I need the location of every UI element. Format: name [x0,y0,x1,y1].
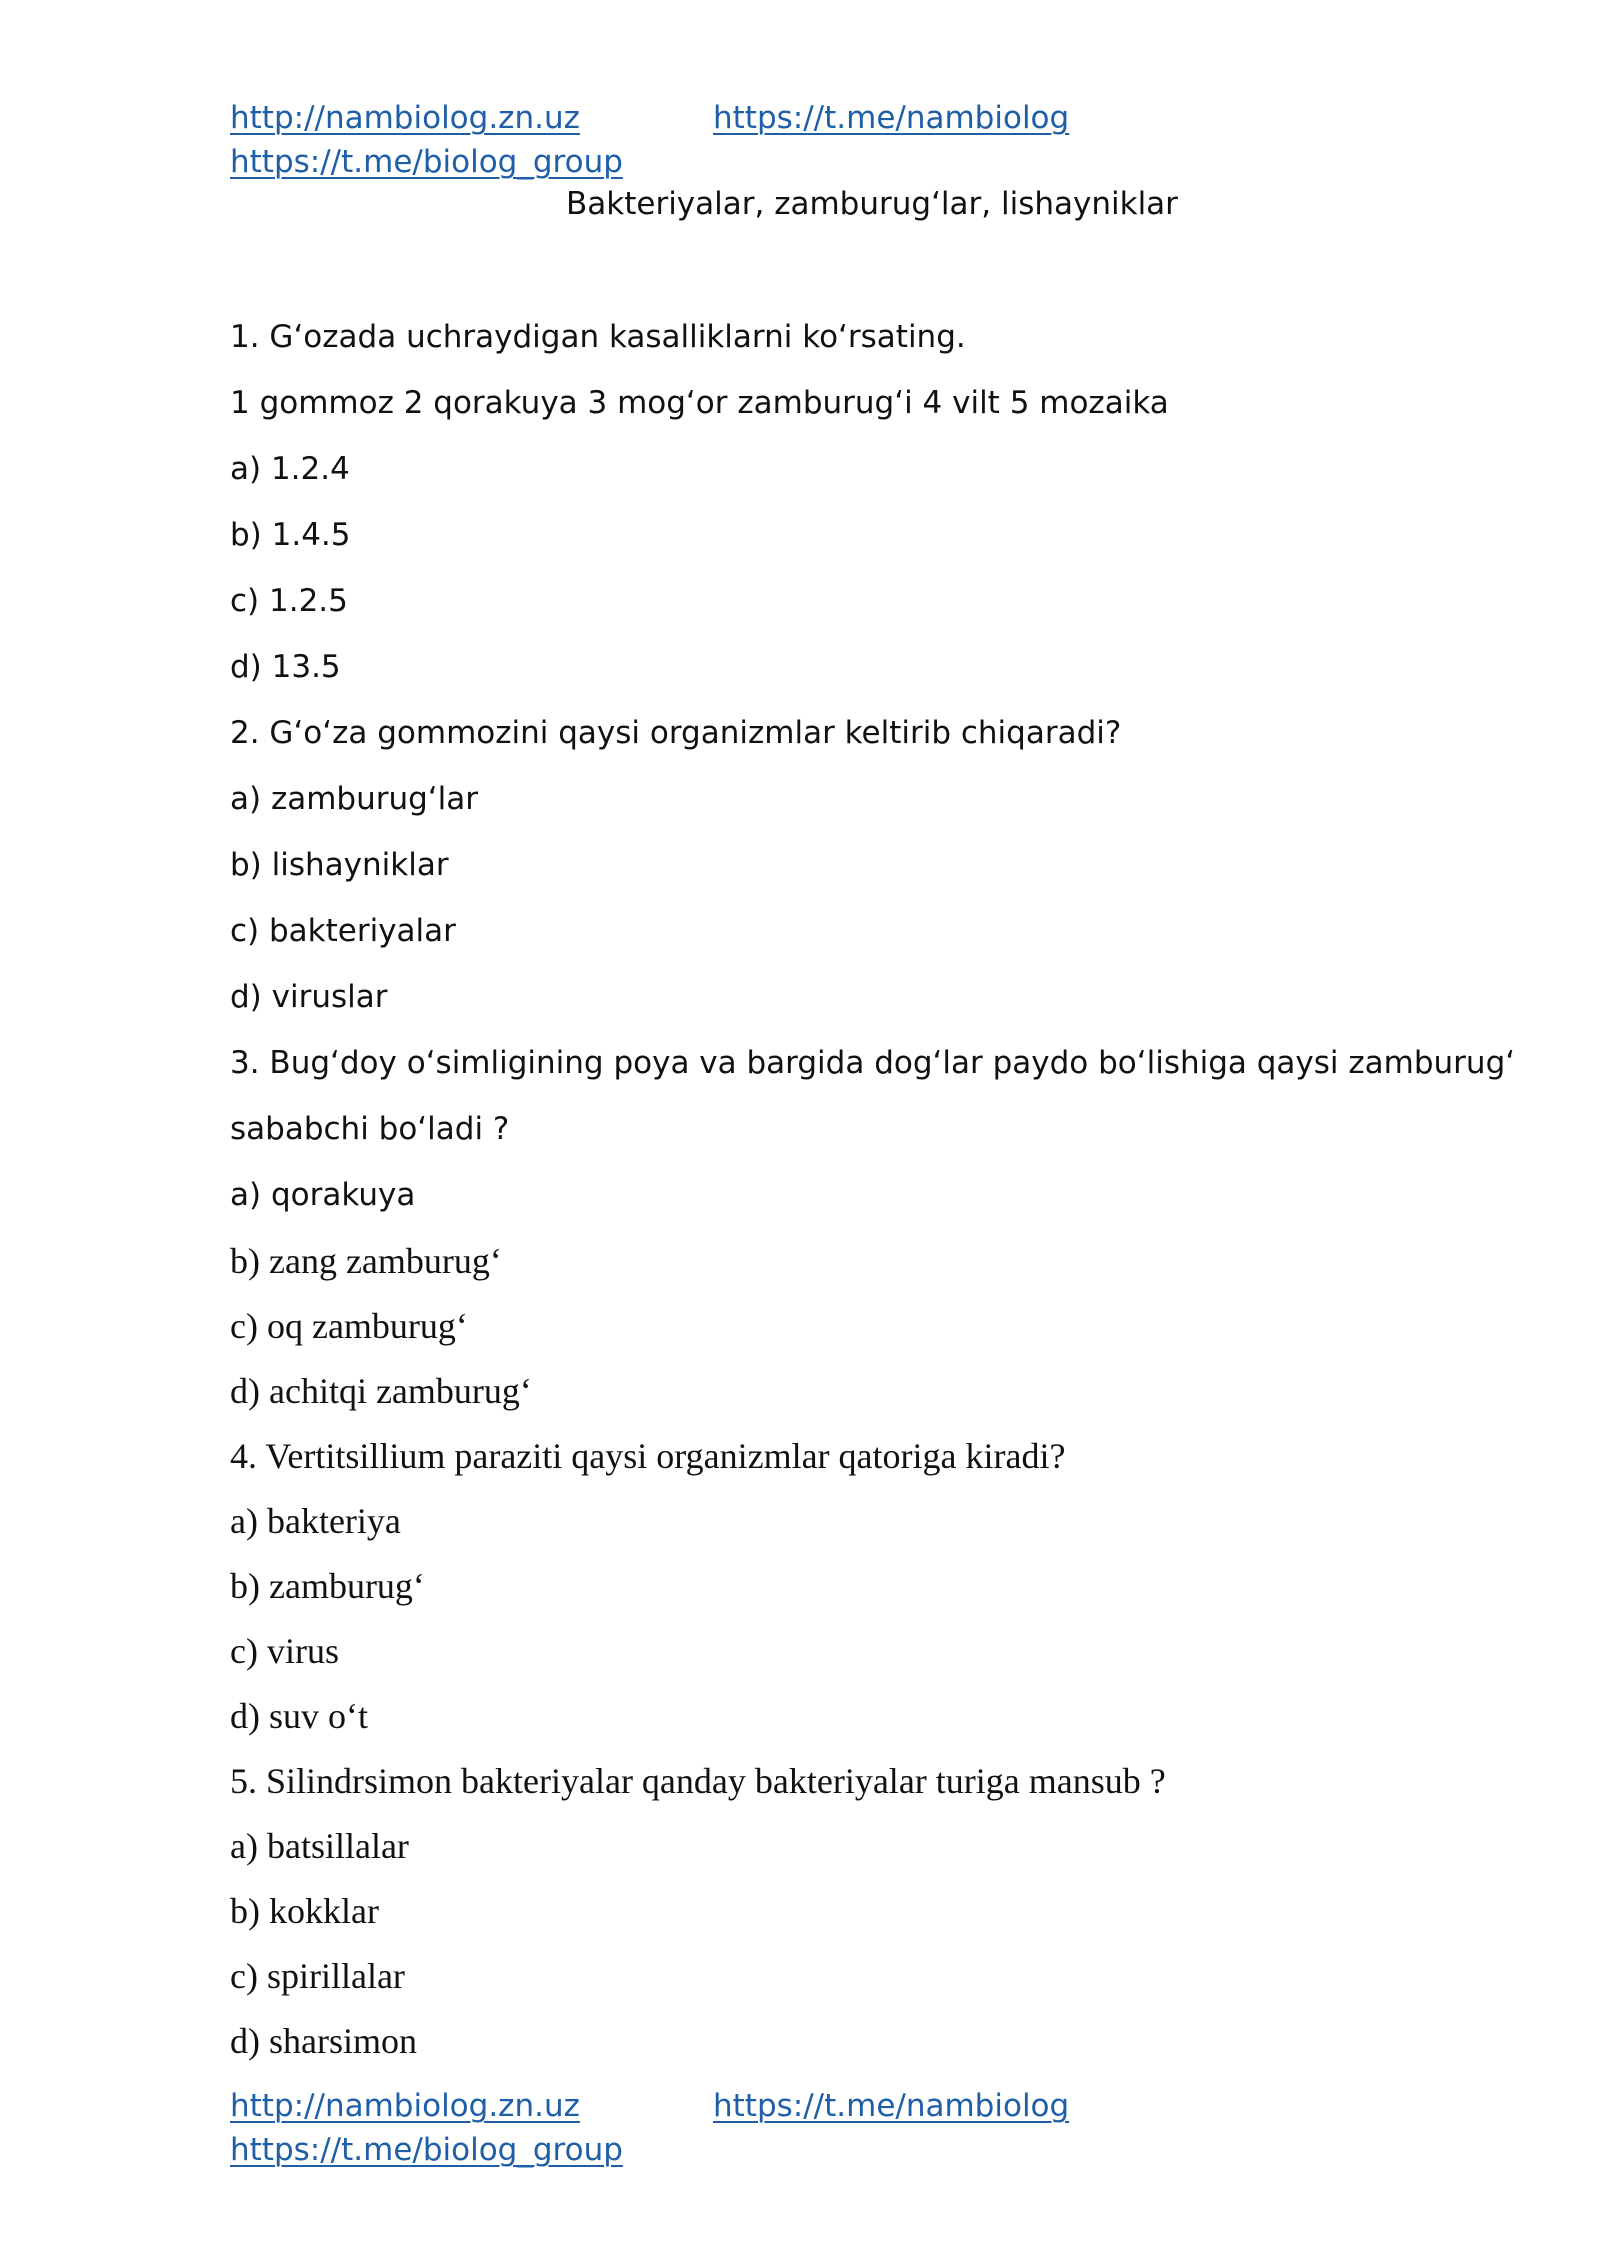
question-2-option-d: d) viruslar [230,979,388,1015]
question-2: 2. G‘o‘za gommozini qaysi organizmlar keltirib chiqaradi? [230,715,1122,751]
footer-link-group[interactable]: https://t.me/biolog_group [230,2132,623,2168]
question-5: 5. Silindrsimon bakteriyalar qanday bakteriyalar turiga mansub ? [230,1761,1166,1801]
footer-link-site[interactable]: http://nambiolog.zn.uz [230,2088,580,2124]
question-4-option-a: a) bakteriya [230,1501,401,1541]
footer-link-channel[interactable]: https://t.me/nambiolog [713,2088,1070,2124]
question-2-option-a: a) zamburug‘lar [230,781,479,817]
document-title: Bakteriyalar, zamburug‘lar, lishayniklar [566,186,1178,222]
question-4: 4. Vertitsillium paraziti qaysi organizmlar qatoriga kiradi? [230,1436,1066,1476]
header-link-site[interactable]: http://nambiolog.zn.uz [230,100,580,136]
question-4-option-c: c) virus [230,1631,339,1671]
question-3-option-c: c) oq zamburug‘ [230,1306,468,1346]
question-1-list: 1 gommoz 2 qorakuya 3 mog‘or zamburug‘i 4 vilt 5 mozaika [230,385,1169,421]
question-3-line-2: sababchi bo‘ladi ? [230,1111,510,1147]
question-2-option-c: c) bakteriyalar [230,913,456,949]
question-5-option-a: a) batsillalar [230,1826,409,1866]
header-link-channel[interactable]: https://t.me/nambiolog [713,100,1070,136]
question-4-option-d: d) suv o‘t [230,1696,368,1736]
question-5-option-d: d) sharsimon [230,2021,417,2061]
question-4-option-b: b) zamburug‘ [230,1566,425,1606]
question-3-option-a: a) qorakuya [230,1177,416,1213]
question-5-option-c: c) spirillalar [230,1956,405,1996]
question-2-option-b: b) lishayniklar [230,847,449,883]
question-3-option-b: b) zang zamburug‘ [230,1241,502,1281]
question-1-option-c: c) 1.2.5 [230,583,348,619]
question-3-line-1: 3. Bug‘doy o‘simligining poya va bargida dog‘lar paydo bo‘lishiga qaysi zamburug‘ [230,1045,1516,1081]
question-1: 1. G‘ozada uchraydigan kasalliklarni ko‘rsating. [230,319,966,355]
question-1-option-d: d) 13.5 [230,649,341,685]
question-5-option-b: b) kokklar [230,1891,379,1931]
header-link-group[interactable]: https://t.me/biolog_group [230,144,623,180]
question-3-option-d: d) achitqi zamburug‘ [230,1371,532,1411]
question-1-option-a: a) 1.2.4 [230,451,350,487]
question-1-option-b: b) 1.4.5 [230,517,351,553]
